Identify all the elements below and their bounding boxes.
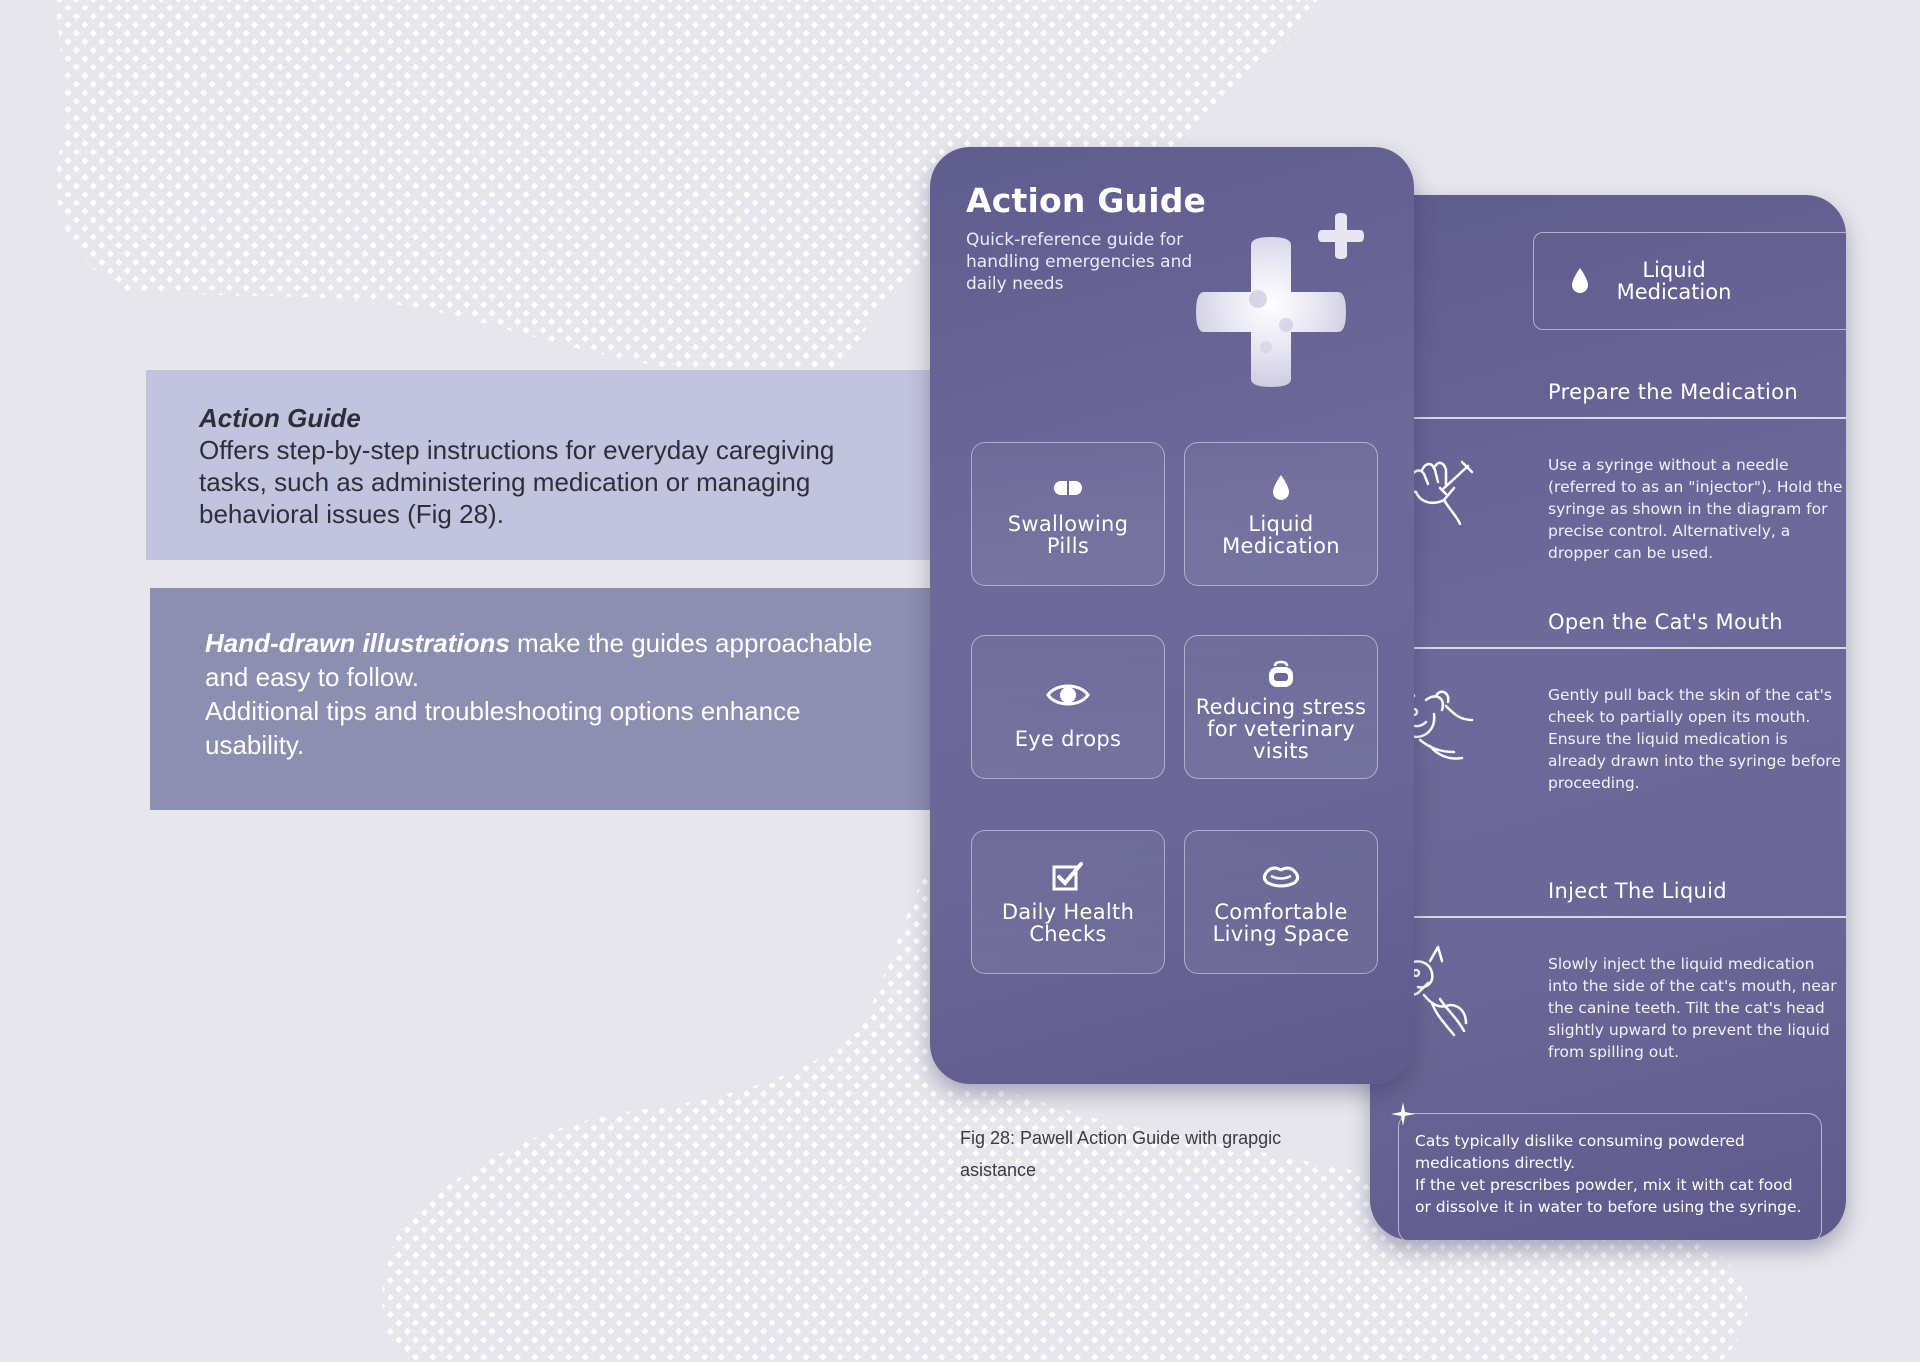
step-text: Use a syringe without a needle (referred to as an "injector"). Hold the syringe as shown in the diagram for precise control. Alternatively, a dropper can be used. xyxy=(1548,455,1843,562)
action-guide-screen xyxy=(930,147,1414,1084)
screen-subtitle: Quick-reference guide for handling emergencies and daily needs xyxy=(966,230,1193,294)
screen-title: Action Guide xyxy=(966,181,1207,220)
tile-swallowing-pills[interactable] xyxy=(971,442,1165,586)
step-text: Slowly inject the liquid medication into the side of the cat's mouth, near the canine teeth. Tilt the cat's head slightly upward to prevent the liquid from spilling out. xyxy=(1548,954,1837,1061)
action-guide-description: Offers step-by-step instructions for everyday caregiving tasks, such as administering medication or managing behavioral issues (Fig 28). xyxy=(199,435,835,529)
action-guide-heading: Action Guide xyxy=(199,403,361,433)
step-divider xyxy=(1370,417,1846,419)
illustrations-description xyxy=(205,626,900,694)
checkbox-icon xyxy=(972,859,1164,893)
step-title: Prepare the Medication xyxy=(1548,380,1798,404)
cat-bed-icon xyxy=(1185,859,1377,893)
tile-label: Comfortable Living Space xyxy=(1212,900,1350,946)
medical-cross-icon xyxy=(1196,237,1346,387)
tile-label: Eye drops xyxy=(1014,727,1122,751)
tile-liquid-medication[interactable] xyxy=(1184,442,1378,586)
droplet-icon xyxy=(1185,471,1377,505)
tips-description: Additional tips and troubleshooting options enhance usability. xyxy=(205,696,801,760)
tile-daily-health-checks[interactable] xyxy=(971,830,1165,974)
tile-label: Swallowing Pills xyxy=(1007,512,1129,558)
step-title: Inject The Liquid xyxy=(1548,879,1727,903)
illustrations-emphasis: Hand-drawn illustrations xyxy=(205,628,510,658)
tile-eye-drops[interactable] xyxy=(971,635,1165,779)
tip-text: Cats typically dislike consuming powdered medications directly. If the vet prescribes powder, mix it with cat food or dissolve it in water to before using the syringe. xyxy=(1415,1132,1802,1216)
illustrations-description-box xyxy=(150,588,930,810)
liquid-medication-header[interactable] xyxy=(1533,232,1846,330)
figure-caption: Fig 28: Pawell Action Guide with grapgic asistance xyxy=(960,1128,1282,1180)
pill-icon xyxy=(972,471,1164,505)
eye-icon xyxy=(972,678,1164,712)
step-text: Gently pull back the skin of the cat's cheek to partially open its mouth. Ensure the liquid medication is already drawn into the syringe before proceeding. xyxy=(1548,685,1841,792)
step-divider xyxy=(1370,647,1846,649)
small-cross-icon xyxy=(1318,213,1364,259)
droplet-icon xyxy=(1570,267,1590,299)
tile-comfortable-living-space[interactable] xyxy=(1184,830,1378,974)
tile-label: Daily Health Checks xyxy=(1001,900,1135,946)
step-divider xyxy=(1370,916,1846,918)
tip-box xyxy=(1398,1113,1822,1240)
pet-carrier-icon xyxy=(1185,658,1377,692)
tile-label: Reducing stress for veterinary visits xyxy=(1195,695,1367,763)
tile-label: Liquid Medication xyxy=(1222,512,1340,558)
illustrations-text: make the guides approachable and easy to follow. xyxy=(205,628,873,692)
tile-reducing-stress[interactable] xyxy=(1184,635,1378,779)
liquid-medication-header-label: Liquid Medication xyxy=(1616,258,1732,304)
liquid-medication-screen xyxy=(1370,195,1846,1240)
step-title: Open the Cat's Mouth xyxy=(1548,610,1783,634)
action-guide-description-box xyxy=(146,370,930,560)
